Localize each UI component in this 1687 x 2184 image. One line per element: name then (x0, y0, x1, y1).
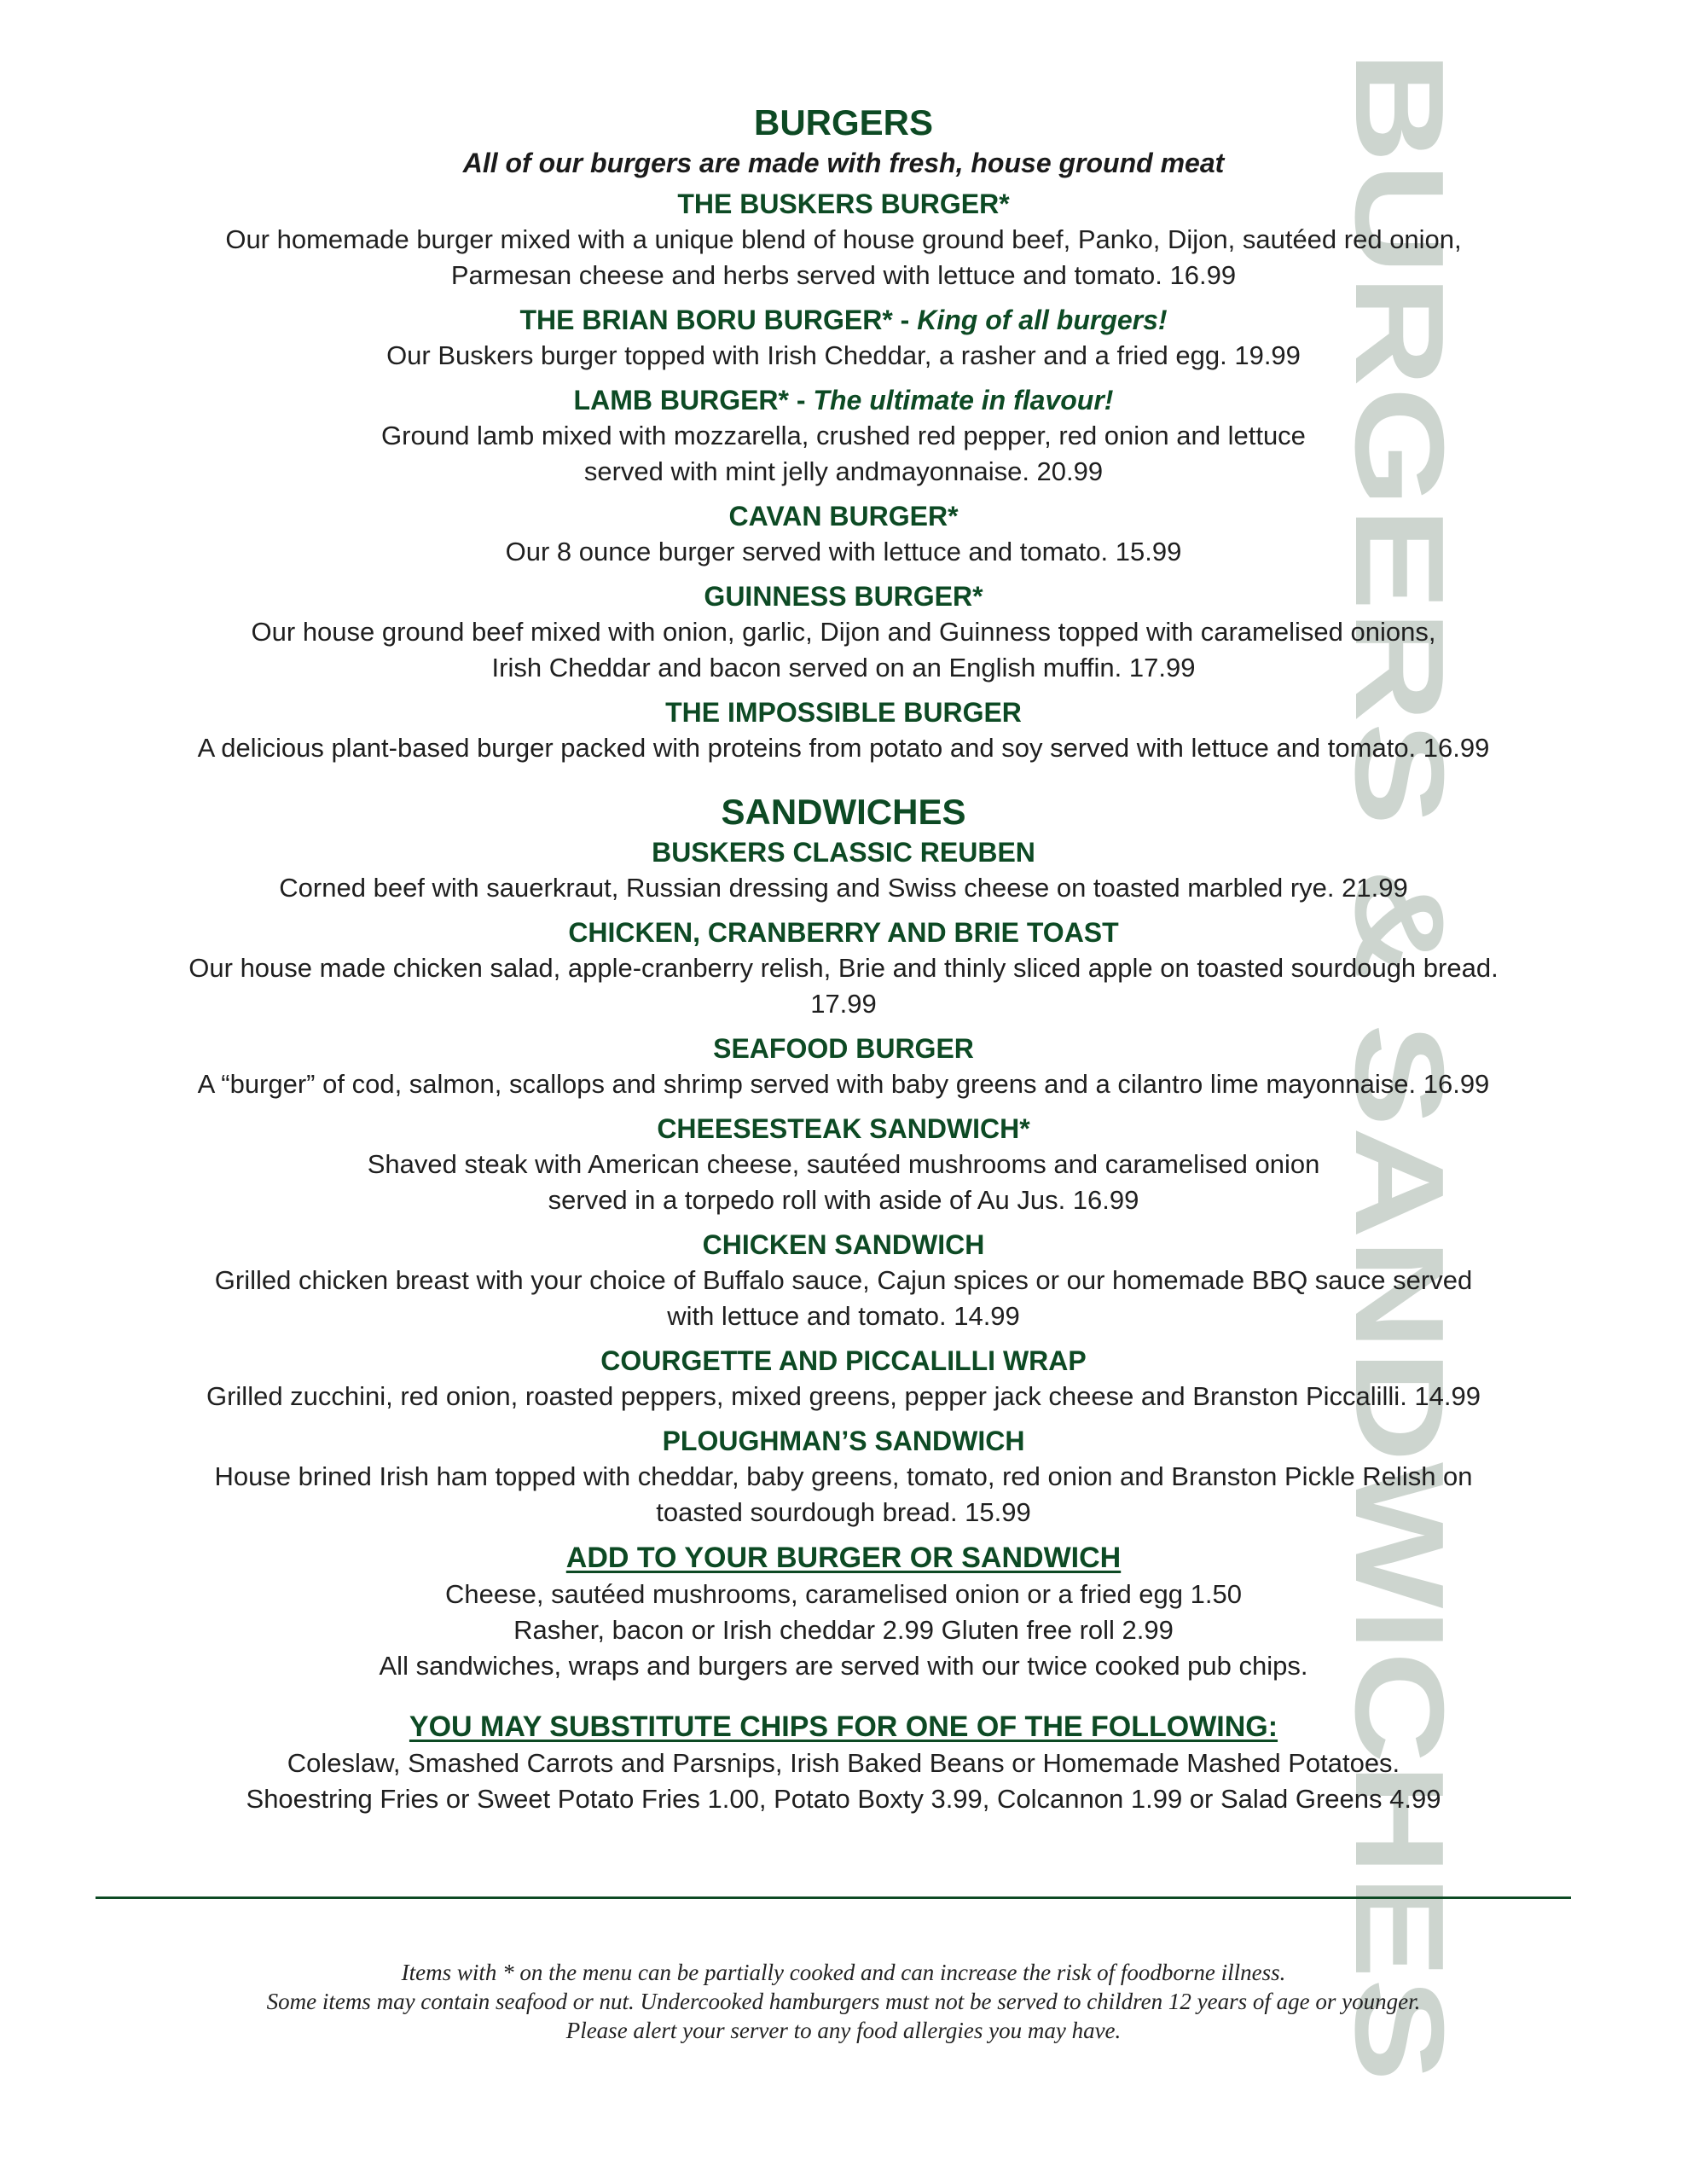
menu-item-description: Our Buskers burger topped with Irish Cheddar, a rasher and a fried egg. 19.99 (386, 340, 1301, 370)
allergy-disclaimer (0, 1958, 1687, 2045)
menu-item-name (0, 302, 1687, 338)
substitute-line: Coleslaw, Smashed Carrots and Parsnips, Irish Baked Beans or Homemade Mashed Potatoes. (287, 1748, 1400, 1778)
menu-item (0, 186, 1687, 293)
addons-title: ADD TO YOUR BURGER OR SANDWICH (565, 1542, 1122, 1574)
menu-item-description: House brined Irish ham topped with cheddar, baby greens, tomato, red onion and Branston Pickle Relish on (214, 1461, 1473, 1491)
menu-item-description: toasted sourdough bread. 15.99 (656, 1497, 1031, 1527)
menu-item-title: CHICKEN, CRANBERRY AND BRIE TOAST (568, 917, 1119, 948)
menu-item-title: THE BUSKERS BURGER* (677, 189, 1010, 219)
addon-line: Rasher, bacon or Irish cheddar 2.99 Gluten free roll 2.99 (513, 1615, 1174, 1645)
menu-item-description: Our homemade burger mixed with a unique blend of house ground beef, Panko, Dijon, sautéed red onion, (225, 224, 1462, 254)
menu-item (0, 1227, 1687, 1334)
burger-items (0, 186, 1687, 766)
menu-item-name (0, 1227, 1687, 1263)
menu-item (0, 498, 1687, 570)
menu-item-description: Shaved steak with American cheese, sautéed mushrooms and caramelised onion (367, 1149, 1320, 1179)
menu-item-tagline: King of all burgers! (917, 305, 1168, 335)
addon-line: All sandwiches, wraps and burgers are served with our twice cooked pub chips. (379, 1651, 1308, 1681)
menu-item-title: COURGETTE AND PICCALILLI WRAP (600, 1345, 1087, 1376)
menu-item-title: THE BRIAN BORU BURGER* - (519, 305, 918, 335)
menu-item-description: A delicious plant-based burger packed with proteins from potato and soy served with lettuce and tomato. 16.99 (197, 733, 1490, 763)
sandwiches-section (0, 790, 1687, 1531)
menu-item (0, 1111, 1687, 1218)
addons-section (0, 1539, 1687, 1684)
menu-item-title: LAMB BURGER* - (573, 385, 814, 415)
menu-item-name (0, 1031, 1687, 1066)
menu-item (0, 1423, 1687, 1531)
substitute-lines (0, 1745, 1687, 1817)
divider-rule (96, 1896, 1571, 1899)
menu-item-description: Grilled chicken breast with your choice of Buffalo sauce, Cajun spices or our homemade BBQ sauce served (214, 1265, 1473, 1295)
menu-item-description: Parmesan cheese and herbs served with lettuce and tomato. 16.99 (450, 260, 1237, 290)
menu-item-description: with lettuce and tomato. 14.99 (667, 1301, 1020, 1331)
menu-item-description: Our house made chicken salad, apple-cranberry relish, Brie and thinly sliced apple on toasted sourdough bread. (188, 953, 1499, 983)
menu-item (0, 915, 1687, 1022)
disclaimer-line: Some items may contain seafood or nut. Undercooked hamburgers must not be served to children 12 years of age or younger. (266, 1989, 1421, 2014)
disclaimer-line: Items with * on the menu can be partially cooked and can increase the risk of foodborne illness. (401, 1960, 1286, 1985)
menu-item-name (0, 834, 1687, 870)
menu-item-description: Our 8 ounce burger served with lettuce and tomato. 15.99 (505, 537, 1182, 566)
sandwiches-title: SANDWICHES (721, 792, 966, 832)
menu-item-description: served in a torpedo roll with aside of Au Jus. 16.99 (548, 1185, 1139, 1215)
menu-item-name (0, 498, 1687, 534)
burgers-subtitle: All of our burgers are made with fresh, house ground meat (462, 148, 1225, 178)
menu-item (0, 1343, 1687, 1414)
menu-item-name (0, 578, 1687, 614)
menu-item (0, 578, 1687, 686)
menu-content (0, 101, 1687, 1817)
menu-item-description: Ground lamb mixed with mozzarella, crushed red pepper, red onion and lettuce (381, 421, 1306, 450)
burgers-title: BURGERS (753, 102, 934, 142)
menu-item-title: SEAFOOD BURGER (713, 1033, 974, 1064)
burgers-section (0, 101, 1687, 766)
menu-item-title: CHEESESTEAK SANDWICH* (657, 1113, 1030, 1144)
menu-item-description: A “burger” of cod, salmon, scallops and shrimp served with baby greens and a cilantro lime mayonnaise. 16.99 (197, 1069, 1490, 1099)
menu-item (0, 1031, 1687, 1102)
disclaimer-line: Please alert your server to any food allergies you may have. (565, 2018, 1122, 2043)
menu-item-name (0, 694, 1687, 730)
menu-item-name (0, 186, 1687, 222)
menu-item (0, 302, 1687, 374)
menu-item-name (0, 1111, 1687, 1147)
menu-item (0, 382, 1687, 490)
menu-item-description: 17.99 (810, 989, 877, 1019)
menu-item-description: Corned beef with sauerkraut, Russian dressing and Swiss cheese on toasted marbled rye. 21.99 (279, 873, 1408, 903)
menu-item-name (0, 915, 1687, 950)
menu-item-description: served with mint jelly andmayonnaise. 20.99 (583, 456, 1104, 486)
menu-item-name (0, 382, 1687, 418)
menu-item-title: PLOUGHMAN’S SANDWICH (662, 1426, 1025, 1456)
menu-item (0, 694, 1687, 766)
menu-item-title: CHICKEN SANDWICH (702, 1229, 985, 1260)
menu-item-title: CAVAN BURGER* (728, 501, 959, 531)
menu-item-name (0, 1343, 1687, 1379)
menu-item (0, 834, 1687, 906)
menu-item-name (0, 1423, 1687, 1459)
addon-lines (0, 1577, 1687, 1684)
substitute-section (0, 1708, 1687, 1817)
addon-line: Cheese, sautéed mushrooms, caramelised onion or a fried egg 1.50 (445, 1579, 1242, 1609)
menu-item-description: Irish Cheddar and bacon served on an English muffin. 17.99 (491, 653, 1196, 682)
sandwich-items (0, 834, 1687, 1531)
menu-item-description: Our house ground beef mixed with onion, garlic, Dijon and Guinness topped with caramelised onions, (251, 617, 1436, 647)
substitute-title: YOU MAY SUBSTITUTE CHIPS FOR ONE OF THE FOLLOWING: (409, 1711, 1278, 1743)
menu-item-title: BUSKERS CLASSIC REUBEN (652, 837, 1035, 868)
watermark-text: BURGERS & SANDWICHES (1329, 51, 1470, 1707)
menu-item-title: GUINNESS BURGER* (704, 581, 983, 612)
menu-item-description: Grilled zucchini, red onion, roasted peppers, mixed greens, pepper jack cheese and Branston Piccalilli. 14.99 (206, 1381, 1481, 1411)
substitute-line: Shoestring Fries or Sweet Potato Fries 1.00, Potato Boxty 3.99, Colcannon 1.99 or Salad Greens 4.99 (246, 1784, 1441, 1814)
menu-item-title: THE IMPOSSIBLE BURGER (665, 697, 1022, 728)
menu-item-tagline: The ultimate in flavour! (813, 385, 1114, 415)
